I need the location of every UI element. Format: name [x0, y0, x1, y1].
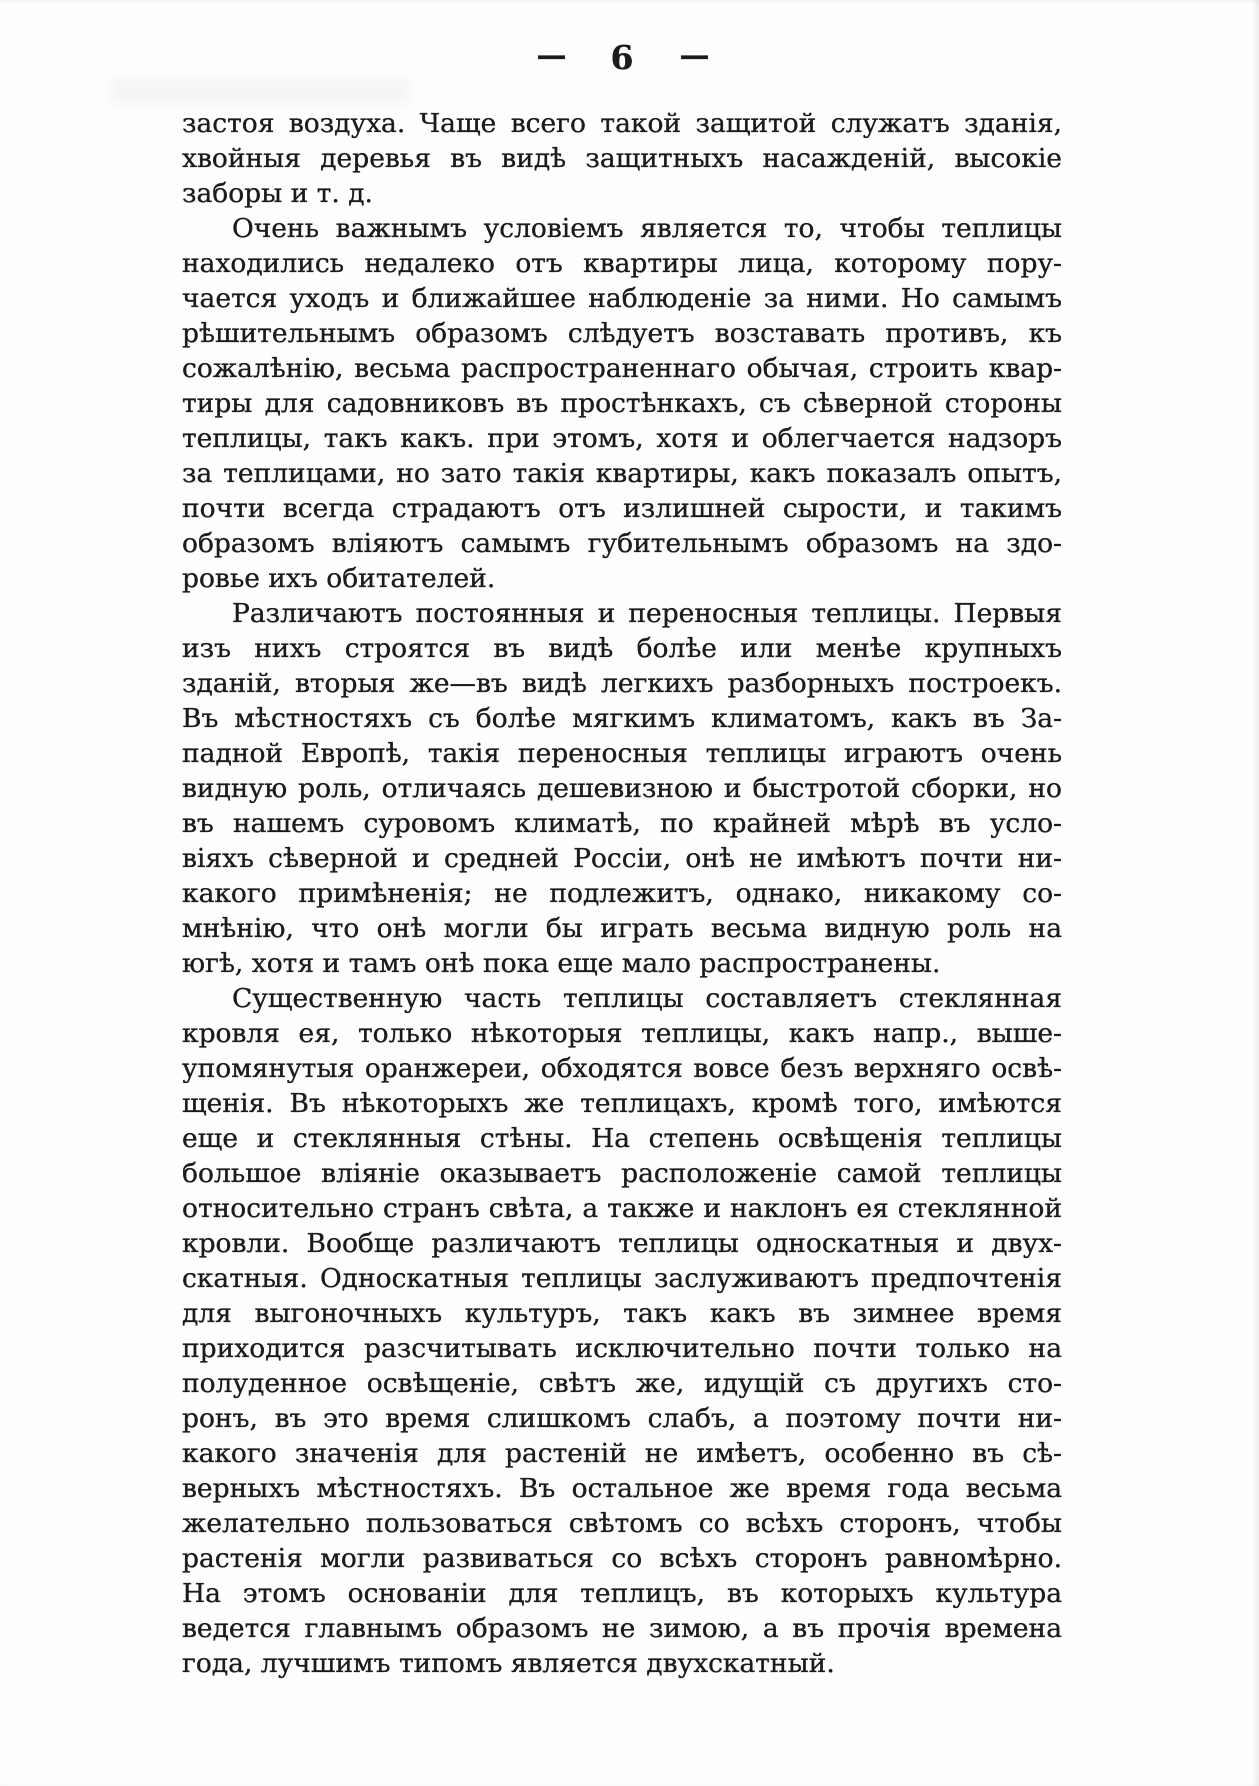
text-line: образомъ вліяютъ самымъ губительнымъ образомъ на здо- [182, 528, 1062, 559]
page-text-block [182, 106, 1062, 1681]
text-line: Очень важнымъ условіемъ является то, чтобы теплицы [232, 213, 1062, 244]
text-line: падной Европѣ, такія переносныя теплицы играютъ очень [182, 738, 1062, 769]
text-line: изъ нихъ строятся въ видѣ болѣе или менѣе крупныхъ [182, 633, 1062, 664]
text-line: большое вліяніе оказываетъ расположеніе самой теплицы [182, 1158, 1062, 1189]
text-line: какого значенія для растеній не имѣетъ, особенно въ сѣ- [182, 1438, 1062, 1469]
page-header [182, 38, 1062, 77]
text-line: года, лучшимъ типомъ является двухскатный. [182, 1648, 835, 1679]
header-dash-left: — [536, 38, 565, 73]
text-line: чается уходъ и ближайшее наблюденіе за ними. Но самымъ [182, 283, 1062, 314]
text-line: ведется главнымъ образомъ не зимою, а въ прочія времена [182, 1613, 1062, 1644]
text-line: скатныя. Односкатныя теплицы заслуживаютъ предпочтенія [182, 1263, 1062, 1294]
text-line: находились недалеко отъ квартиры лица, которому пору- [182, 248, 1062, 279]
text-line: желательно пользоваться свѣтомъ со всѣхъ сторонъ, чтобы [182, 1508, 1062, 1539]
text-line: ронъ, въ это время слишкомъ слабъ, а поэтому почти ни- [182, 1403, 1062, 1434]
text-line: кровли. Вообще различаютъ теплицы односкатныя и двух- [182, 1228, 1062, 1259]
text-line: тиры для садовниковъ въ простѣнкахъ, съ сѣверной стороны [182, 388, 1062, 419]
text-line: видную роль, отличаясь дешевизною и быстротой сборки, но [182, 773, 1062, 804]
text-line: На этомъ основаніи для теплицъ, въ которыхъ культура [182, 1578, 1062, 1609]
paragraph [182, 981, 1062, 1681]
page-number: 6 [610, 38, 634, 77]
text-line: еще и стеклянныя стѣны. На степень освѣщенія теплицы [182, 1123, 1062, 1154]
text-line: кровля ея, только нѣкоторыя теплицы, какъ напр., выше- [182, 1018, 1062, 1049]
text-line: для выгоночныхъ культуръ, такъ какъ въ зимнее время [182, 1298, 1062, 1329]
text-line: въ нашемъ суровомъ климатѣ, по крайней мѣрѣ въ усло- [182, 808, 1062, 839]
text-line: Существенную часть теплицы составляетъ стеклянная [232, 983, 1062, 1014]
text-line: Въ мѣстностяхъ съ болѣе мягкимъ климатомъ, какъ въ За- [182, 703, 1062, 734]
scan-artifact [110, 78, 410, 104]
text-line: какого примѣненія; не подлежитъ, однако, никакому со- [182, 878, 1062, 909]
text-line: сожалѣнію, весьма распространеннаго обычая, строить квар- [182, 353, 1062, 384]
text-line: почти всегда страдаютъ отъ излишней сырости, и такимъ [182, 493, 1062, 524]
text-line: віяхъ сѣверной и средней Россіи, онѣ не имѣютъ почти ни- [182, 843, 1062, 874]
text-line: застоя воздуха. Чаще всего такой защитой служатъ зданія, [182, 108, 1062, 139]
text-line: югѣ, хотя и тамъ онѣ пока еще мало распространены. [182, 948, 941, 979]
text-line: верныхъ мѣстностяхъ. Въ остальное же время года весьма [182, 1473, 1062, 1504]
paragraph [182, 596, 1062, 981]
text-line: приходится разсчитывать исключительно почти только на [182, 1333, 1062, 1364]
header-dash-right: — [679, 38, 708, 73]
paragraph [182, 211, 1062, 596]
text-line: относительно странъ свѣта, а также и наклонъ ея стеклянной [182, 1193, 1062, 1224]
text-line: зданій, вторыя же—въ видѣ легкихъ разборныхъ построекъ. [182, 668, 1062, 699]
text-line: растенія могли развиваться со всѣхъ сторонъ равномѣрно. [182, 1543, 1062, 1574]
text-line: хвойныя деревья въ видѣ защитныхъ насажденій, высокіе [182, 143, 1062, 174]
text-line: мнѣнію, что онѣ могли бы играть весьма видную роль на [182, 913, 1062, 944]
text-line: ровье ихъ обитателей. [182, 563, 496, 594]
text-line: за теплицами, но зато такія квартиры, какъ показалъ опытъ, [182, 458, 1062, 489]
paragraph [182, 106, 1062, 211]
text-line: теплицы, такъ какъ. при этомъ, хотя и облегчается надзоръ [182, 423, 1062, 454]
text-line: заборы и т. д. [182, 178, 373, 209]
text-line: Различаютъ постоянныя и переносныя теплицы. Первыя [232, 598, 1062, 629]
text-line: полуденное освѣщеніе, свѣтъ же, идущій съ другихъ сто- [182, 1368, 1062, 1399]
text-line: щенія. Въ нѣкоторыхъ же теплицахъ, кромѣ того, имѣются [182, 1088, 1062, 1119]
text-line: рѣшительнымъ образомъ слѣдуетъ возставать противъ, къ [182, 318, 1062, 349]
text-line: упомянутыя оранжереи, обходятся вовсе безъ верхняго освѣ- [182, 1053, 1062, 1084]
